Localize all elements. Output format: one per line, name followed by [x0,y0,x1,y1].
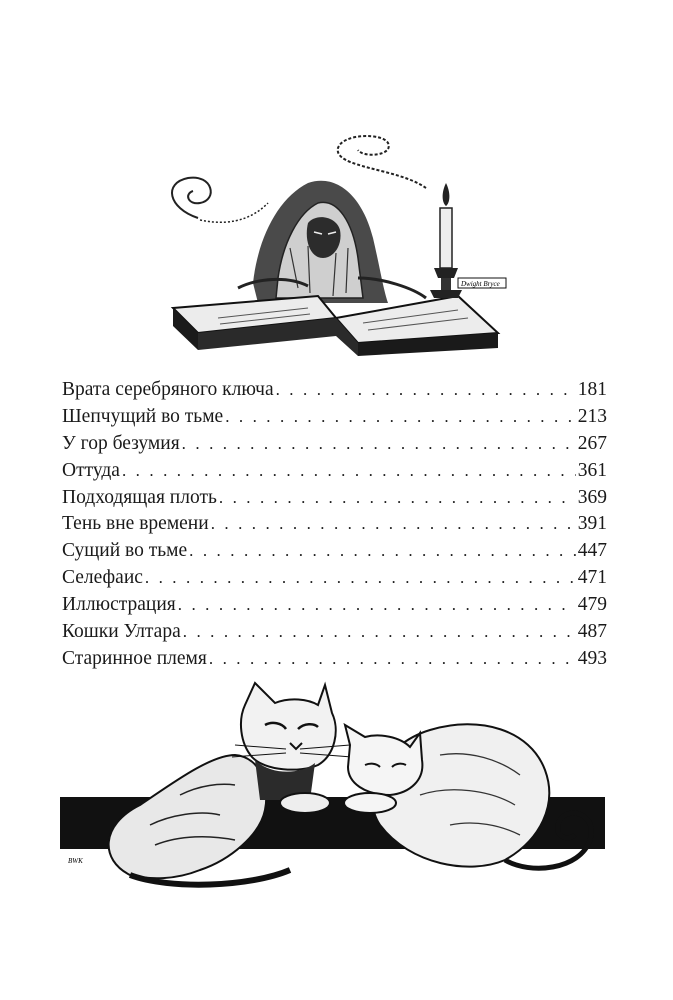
toc-entry [62,458,607,485]
toc-title: Шепчущий во тьме [62,405,224,427]
toc-page-number: 213 [577,405,607,427]
toc-title: Врата серебряного ключа [62,379,274,400]
dot-leader [276,377,576,404]
toc-title: Селефаис [62,567,143,589]
dot-leader [209,646,576,673]
toc-title: Оттуда [62,459,120,481]
toc-page-number: 493 [577,647,607,669]
dot-leader [211,511,576,538]
toc-entry [62,485,607,512]
toc-entry [62,538,607,565]
toc-entry [62,377,607,404]
toc-page-number: 479 [577,594,607,616]
toc-title: Старинное племя [62,647,207,669]
toc-entry [62,565,607,592]
dot-leader [122,458,576,485]
toc-entry [62,646,607,673]
toc-page-number: 447 [577,540,607,562]
dot-leader [189,538,576,565]
toc-title: Иллюстрация [62,594,176,616]
dot-leader [225,404,576,431]
dot-leader [178,592,576,619]
toc-page-number: 487 [577,621,607,643]
toc-entry [62,431,607,458]
toc-entry [62,404,607,431]
dot-leader [183,619,576,646]
dot-leader [145,565,576,592]
toc-title: У гор безумия [62,432,180,454]
toc-entry [62,592,607,619]
toc-entry [62,619,607,646]
toc-page-number: 391 [577,513,607,535]
toc-title: Сущий во тьме [62,540,188,562]
toc-title: Подходящая плоть [62,486,217,508]
dot-leader [182,431,576,458]
dot-leader [219,485,576,512]
toc-title: Кошки Ултара [62,621,181,643]
toc-page-number: 267 [577,432,607,454]
hooded-reader-illustration [158,128,508,356]
toc-title: Тень вне времени [62,513,209,535]
toc-page-number: 181 [577,379,607,400]
toc-page-number: 471 [577,567,607,589]
toc-page-number: 361 [577,459,607,481]
toc-page-number: 369 [577,486,607,508]
cats-illustration [60,675,608,890]
table-of-contents [62,377,607,673]
bottom-illustration-signature: BWK [68,857,83,865]
top-illustration-signature: Dwight Bryce [461,280,500,288]
toc-entry [62,511,607,538]
